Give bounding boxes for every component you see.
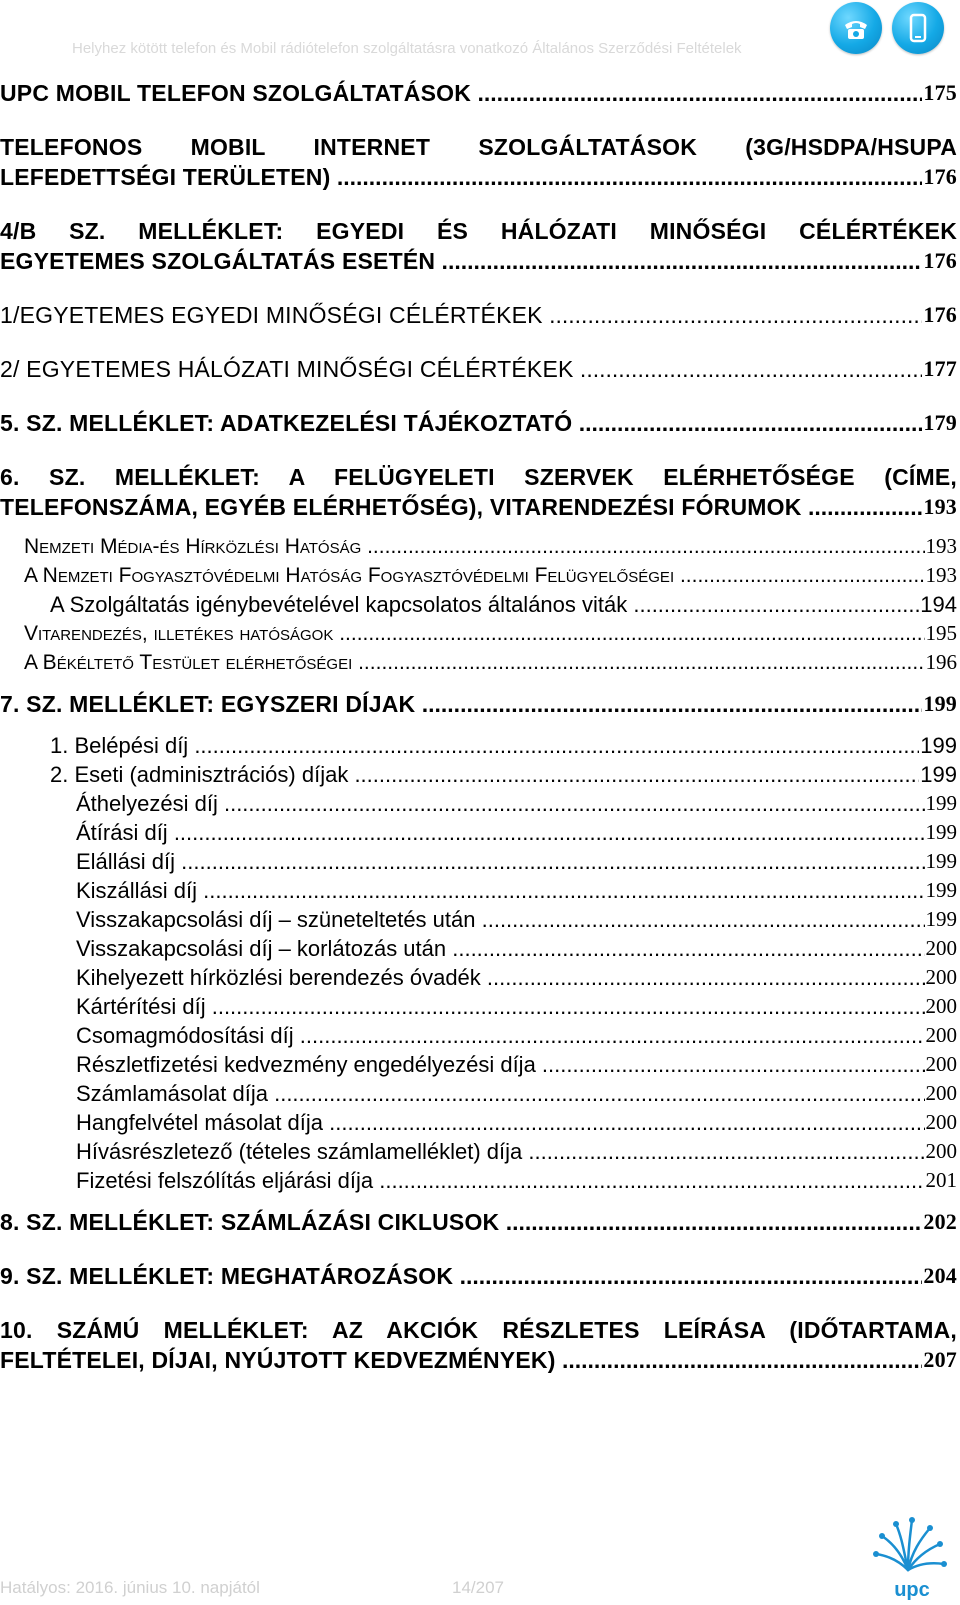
toc-entry-eseti-dijak[interactable] xyxy=(0,760,957,789)
toc-entry-title: A Szolgáltatás igénybevételével kapcsolatos általános viták ..... xyxy=(50,592,957,617)
toc-entry-title: Hangfelvétel másolat díja ..... xyxy=(76,1110,957,1135)
toc-entry-vitarendezes[interactable] xyxy=(0,619,957,648)
toc-entry-title: Csomagmódosítási díj ..... xyxy=(76,1023,957,1048)
toc-entry-nmhh[interactable] xyxy=(0,532,957,561)
toc-entry-melleklet-6[interactable] xyxy=(0,462,957,522)
toc-entry-page: 200 xyxy=(925,992,958,1021)
toc-entry-melleklet-9[interactable] xyxy=(0,1261,957,1291)
toc-entry-title-line1: 10. SZÁMÚ MELLÉKLET: AZ AKCIÓK RÉSZLETES LEÍRÁSA (IDŐTARTAMA, xyxy=(0,1317,957,1343)
toc-entry-title: 8. SZ. MELLÉKLET: SZÁMLÁZÁSI CIKLUSOK ..... xyxy=(0,1209,957,1235)
toc-entry-page: 194 xyxy=(920,592,957,617)
toc-entry-upc-mobil[interactable] xyxy=(0,78,957,108)
header-title: Helyhez kötött telefon és Mobil rádiótelefon szolgáltatásra vonatkozó Általános Szerződési Feltételek xyxy=(72,40,742,57)
toc-entry-atirasi-dij[interactable] xyxy=(0,818,957,847)
toc-entry-title: Áthelyezési díj ..... xyxy=(76,791,957,816)
toc-entry-page: 176 xyxy=(922,246,957,276)
toc-entry-hangfelvetel-dija[interactable] xyxy=(0,1108,957,1137)
toc-entry-page: 199 xyxy=(920,733,957,758)
toc-entry-mobil-internet[interactable] xyxy=(0,132,957,192)
toc-entry-fizetesi-felszolitas[interactable] xyxy=(0,1166,957,1195)
toc-entry-page: 200 xyxy=(925,1050,958,1079)
toc-entry-page: 193 xyxy=(925,532,958,561)
toc-entry-title: Visszakapcsolási díj – korlátozás után ..... xyxy=(76,936,957,961)
toc-entry-page: 195 xyxy=(925,619,958,648)
toc-entry-title: 1. Belépési díj ..... xyxy=(50,733,957,758)
toc-entry-halozati-celertekek[interactable] xyxy=(0,354,957,384)
toc-entry-title: UPC MOBIL TELEFON SZOLGÁLTATÁSOK ..... xyxy=(0,80,957,106)
toc-entry-melleklet-5[interactable] xyxy=(0,408,957,438)
toc-entry-reszletfizetesi-dij[interactable] xyxy=(0,1050,957,1079)
toc-entry-page: 202 xyxy=(922,1207,957,1237)
toc-entry-visszakapcsolasi-szuneteltetes[interactable] xyxy=(0,905,957,934)
toc-entry-melleklet-7[interactable] xyxy=(0,689,957,719)
toc-entry-melleklet-4b[interactable] xyxy=(0,216,957,276)
mobile-icon xyxy=(892,2,944,54)
toc-entry-page: 204 xyxy=(922,1261,957,1291)
upc-logo xyxy=(862,1510,954,1602)
toc-entry-szamlamasolat-dija[interactable] xyxy=(0,1079,957,1108)
toc-entry-page: 199 xyxy=(925,789,958,818)
toc-entry-page: 200 xyxy=(925,934,958,963)
toc-entry-page: 193 xyxy=(922,492,957,522)
toc-entry-page: 176 xyxy=(922,300,957,330)
toc-entry-athelyezesi-dij[interactable] xyxy=(0,789,957,818)
toc-entry-title-line1: 4/B SZ. MELLÉKLET: EGYEDI ÉS HÁLÓZATI MINŐSÉGI CÉLÉRTÉKEK xyxy=(0,218,957,244)
toc-entry-egyedi-celertekek[interactable] xyxy=(0,300,957,330)
toc-entry-page: 200 xyxy=(925,1079,958,1108)
toc-entry-kiszallasi-dij[interactable] xyxy=(0,876,957,905)
toc-entry-page: 200 xyxy=(925,963,958,992)
toc-entry-visszakapcsolasi-korlatozas[interactable] xyxy=(0,934,957,963)
toc-entry-ovadek[interactable] xyxy=(0,963,957,992)
toc-entry-melleklet-8[interactable] xyxy=(0,1207,957,1237)
toc-entry-page: 199 xyxy=(922,689,957,719)
toc-entry-nfh[interactable] xyxy=(0,561,957,590)
toc-entry-title: Számlamásolat díja ..... xyxy=(76,1081,957,1106)
toc-entry-title: A Nemzeti Fogyasztóvédelmi Hatóság Fogyasztóvédelmi Felügyelőségei ..... xyxy=(24,564,957,587)
toc-entry-page: 193 xyxy=(925,561,958,590)
toc-entry-title: Visszakapcsolási díj – szüneteltetés után ..... xyxy=(76,907,957,932)
toc-entry-page: 196 xyxy=(925,648,958,677)
toc-entry-title: Fizetési felszólítás eljárási díja ..... xyxy=(76,1168,957,1193)
toc-entry-title: 1/EGYETEMES EGYEDI MINŐSÉGI CÉLÉRTÉKEK ..... xyxy=(0,302,957,328)
toc-entry-title: Kiszállási díj ..... xyxy=(76,878,957,903)
toc-entry-title: Kártérítési díj ..... xyxy=(76,994,957,1019)
toc-entry-page: 207 xyxy=(922,1345,957,1375)
toc-entry-title-line1: TELEFONOS MOBIL INTERNET SZOLGÁLTATÁSOK (3G/HSDPA/HSUPA xyxy=(0,134,957,160)
toc-entry-altalanos-vitak[interactable] xyxy=(0,590,957,619)
toc-entry-hivasreszletezo-dija[interactable] xyxy=(0,1137,957,1166)
toc-entry-melleklet-10[interactable] xyxy=(0,1315,957,1375)
toc-entry-page: 199 xyxy=(925,847,958,876)
toc-entry-title: Nemzeti Média-és Hírközlési Hatóság ..... xyxy=(24,535,957,558)
toc-entry-page: 200 xyxy=(925,1108,958,1137)
toc-entry-title: TELEFONSZÁMA, EGYÉB ELÉRHETŐSÉG), VITARENDEZÉSI FÓRUMOK ..... xyxy=(0,494,957,520)
toc-entry-page: 200 xyxy=(925,1021,958,1050)
toc-entry-title: 2/ EGYETEMES HÁLÓZATI MINŐSÉGI CÉLÉRTÉKEK ..... xyxy=(0,356,957,382)
toc-entry-title: A Békéltető Testület elérhetőségei ..... xyxy=(24,651,957,674)
toc-entry-title: 9. SZ. MELLÉKLET: MEGHATÁROZÁSOK ..... xyxy=(0,1263,957,1289)
toc-entry-title: LEFEDETTSÉGI TERÜLETEN) ..... xyxy=(0,164,957,190)
toc-entry-title: Hívásrészletező (tételes számlamelléklet) díja ..... xyxy=(76,1139,957,1164)
toc-entry-title-line1: 6. SZ. MELLÉKLET: A FELÜGYELETI SZERVEK ELÉRHETŐSÉGE (CÍME, xyxy=(0,464,957,490)
toc-entry-title: FELTÉTELEI, DÍJAI, NYÚJTOTT KEDVEZMÉNYEK) ..... xyxy=(0,1347,957,1373)
toc-entry-title: Elállási díj ..... xyxy=(76,849,957,874)
toc-entry-title: 5. SZ. MELLÉKLET: ADATKEZELÉSI TÁJÉKOZTATÓ ..... xyxy=(0,410,957,436)
footer-effective-date: Hatályos: 2016. június 10. napjától xyxy=(0,1578,260,1597)
toc-entry-karteritesi-dij[interactable] xyxy=(0,992,957,1021)
toc-entry-title: Vitarendezés, illetékes hatóságok ..... xyxy=(24,622,957,645)
toc-entry-allasi-dij[interactable] xyxy=(0,847,957,876)
toc-entry-page: 199 xyxy=(925,905,958,934)
toc-entry-title: Átírási díj ..... xyxy=(76,820,957,845)
toc-entry-page: 175 xyxy=(922,78,957,108)
toc-entry-title: 7. SZ. MELLÉKLET: EGYSZERI DÍJAK ..... xyxy=(0,691,957,717)
toc-entry-bekelteto[interactable] xyxy=(0,648,957,677)
toc-entry-title: 2. Eseti (adminisztrációs) díjak ..... xyxy=(50,762,957,787)
toc-entry-page: 201 xyxy=(925,1166,958,1195)
toc-entry-page: 177 xyxy=(922,354,957,384)
toc-entry-title: Kihelyezett hírközlési berendezés óvadék ..... xyxy=(76,965,957,990)
upc-logo-text: upc xyxy=(894,1579,930,1601)
table-of-contents xyxy=(0,78,957,1399)
toc-entry-page: 199 xyxy=(925,876,958,905)
toc-entry-page: 179 xyxy=(922,408,957,438)
phone-icon xyxy=(830,2,882,54)
footer-page-number: 14/207 xyxy=(452,1578,504,1597)
toc-entry-page: 199 xyxy=(925,818,958,847)
toc-entry-page: 200 xyxy=(925,1137,958,1166)
toc-entry-title: EGYETEMES SZOLGÁLTATÁS ESETÉN ..... xyxy=(0,248,957,274)
toc-entry-csomagmodositasi-dij[interactable] xyxy=(0,1021,957,1050)
toc-entry-page: 199 xyxy=(920,762,957,787)
toc-entry-title: Részletfizetési kedvezmény engedélyezési díja ..... xyxy=(76,1052,957,1077)
toc-entry-belepesi-dij[interactable] xyxy=(0,731,957,760)
toc-entry-page: 176 xyxy=(922,162,957,192)
